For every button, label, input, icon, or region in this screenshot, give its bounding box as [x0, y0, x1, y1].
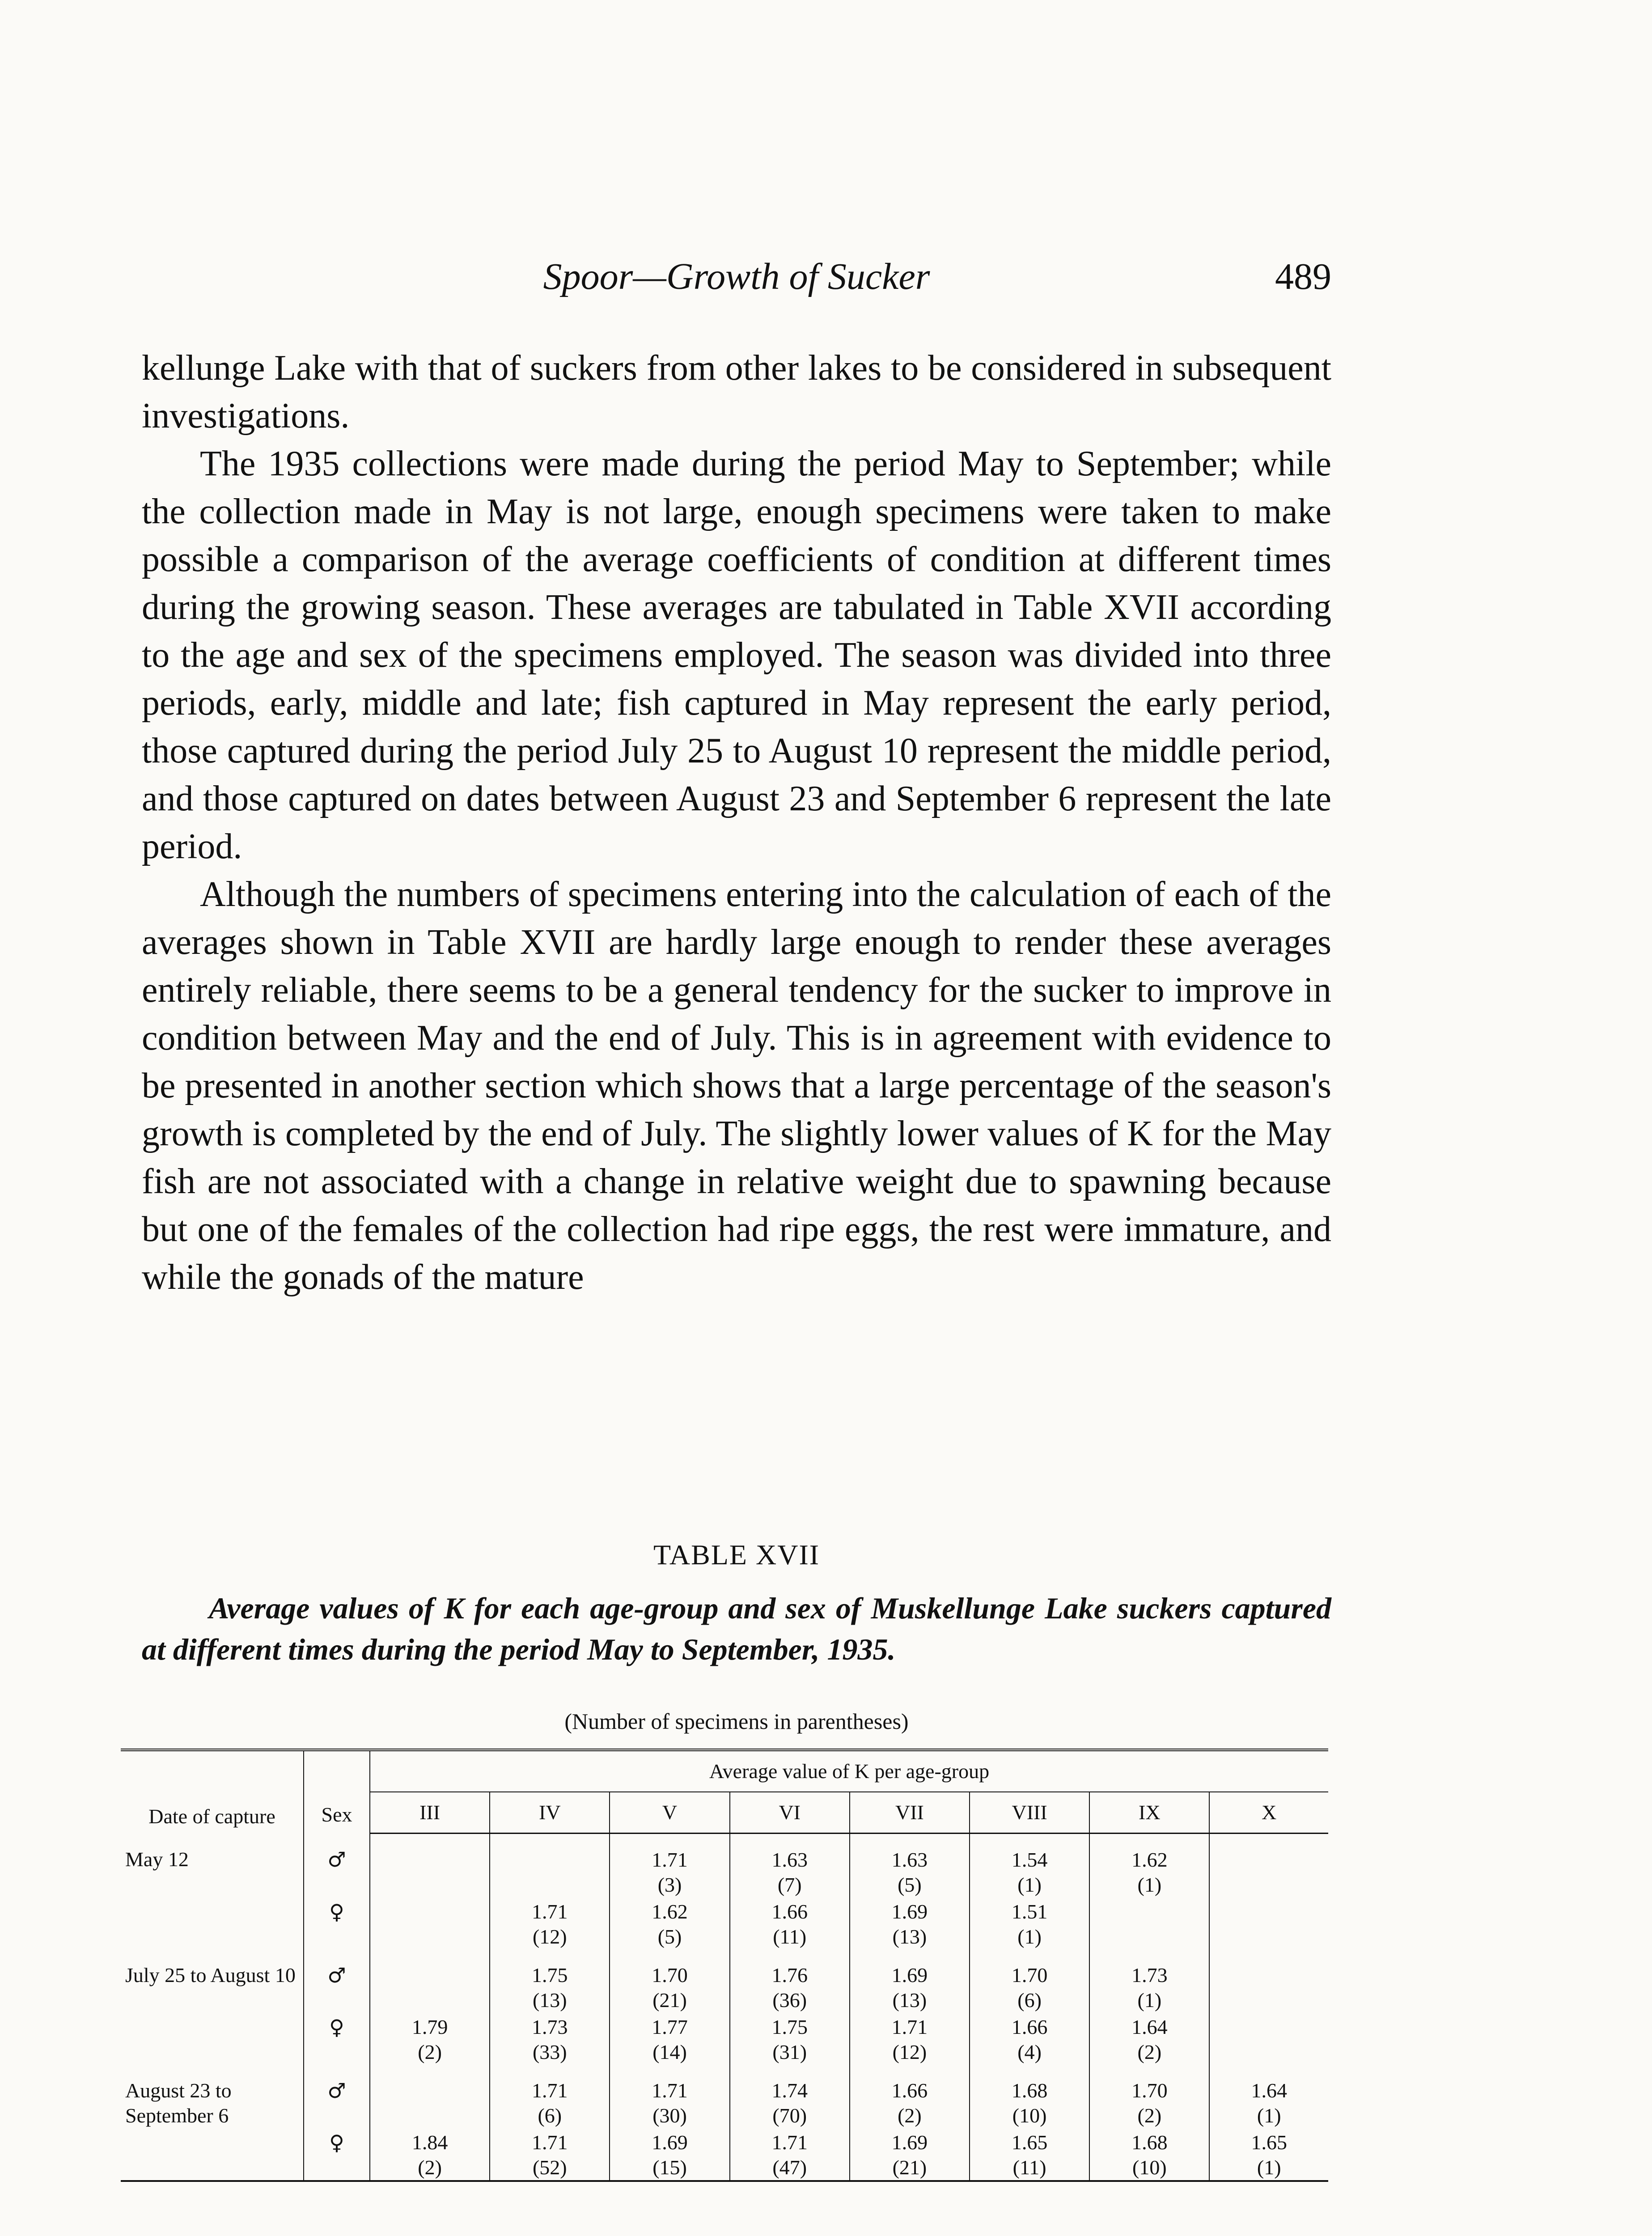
k-value-cell: [850, 1949, 970, 2013]
sex-cell: [304, 2128, 370, 2181]
k-value: 1.71: [532, 1900, 568, 1923]
k-value-cell: [1089, 2013, 1209, 2065]
k-value-cell: [1089, 2128, 1209, 2181]
date-cell: August 23 to September 6: [121, 2065, 304, 2181]
k-value: 1.62: [652, 1900, 688, 1923]
specimen-count: (1): [1137, 1873, 1162, 1896]
k-value: 1.64: [1251, 2079, 1287, 2102]
k-value-cell: [730, 2013, 850, 2065]
k-value-cell: [370, 2013, 490, 2065]
specimen-count: (52): [532, 2156, 567, 2179]
female-symbol-icon: ♀: [329, 2015, 344, 2039]
k-value: 1.70: [1131, 2079, 1168, 2102]
k-value: 1.71: [771, 2131, 808, 2154]
k-value-cell: [850, 2013, 970, 2065]
k-value: 1.71: [532, 2079, 568, 2102]
k-value: 1.73: [532, 2016, 568, 2038]
specimen-count: (33): [532, 2041, 567, 2063]
female-symbol-icon: ♀: [329, 1900, 344, 1924]
k-value-cell: [370, 2128, 490, 2181]
k-value: 1.71: [652, 1848, 688, 1871]
k-value-cell: [850, 1834, 970, 1898]
male-symbol-icon: ♂: [327, 1963, 346, 1987]
table-row: [121, 1834, 1328, 1898]
k-value: 1.73: [1131, 1964, 1168, 1986]
table-label: TABLE XVII: [653, 1539, 820, 1571]
k-value-cell: [730, 2065, 850, 2128]
k-value: 1.84: [411, 2131, 448, 2154]
k-value: 1.75: [771, 2016, 808, 2038]
table-row: [121, 1949, 1328, 2013]
k-value: 1.65: [1251, 2131, 1287, 2154]
k-value: 1.76: [771, 1964, 808, 1986]
col-header-age: VI: [730, 1792, 850, 1834]
k-value-cell: [1209, 2065, 1328, 2128]
specimen-count: (13): [892, 1989, 927, 2012]
k-value: 1.79: [411, 2016, 448, 2038]
col-header-age: VII: [850, 1792, 970, 1834]
k-value-cell: [490, 2065, 610, 2128]
k-value-cell: [850, 2128, 970, 2181]
sex-cell: [304, 2013, 370, 2065]
specimen-count: (12): [892, 2041, 927, 2063]
paragraph-2: The 1935 collections were made during the period May to September; while the collection made in May is not large, enough specimens were taken to make possible a comparison of the average coefficients of condition at different times during the growing season. These averages are tabulated in Table XVII according to the age and sex of the specimens employed. The season was divided into three periods, early, middle and late; fish captured in May represent the early period, those captured during the period July 25 to August 10 represent the middle period, and those captured on dates between August 23 and September 6 represent the late period.: [142, 444, 1331, 866]
table-row: [121, 2065, 1328, 2128]
specimen-count: (47): [772, 2156, 807, 2179]
specimen-count: (30): [652, 2104, 687, 2127]
k-value-cell: [970, 1897, 1089, 1949]
k-value-cell: [610, 1834, 729, 1898]
k-value: 1.71: [891, 2016, 928, 2038]
k-value: 1.51: [1011, 1900, 1048, 1923]
male-symbol-icon: ♂: [327, 2079, 346, 2103]
col-header-date: Date of capture: [121, 1750, 304, 1834]
specimen-count: (10): [1132, 2156, 1167, 2179]
k-value-cell: [730, 1834, 850, 1898]
k-value-cell: [1209, 1949, 1328, 2013]
k-value: 1.54: [1011, 1848, 1048, 1871]
specimen-count: (2): [1137, 2104, 1162, 2127]
k-value: 1.71: [652, 2079, 688, 2102]
k-value: 1.71: [532, 2131, 568, 2154]
k-value-cell: [370, 2065, 490, 2128]
k-value: 1.69: [891, 2131, 928, 2154]
specimen-count: (4): [1017, 2041, 1042, 2063]
page-number: 489: [1275, 256, 1331, 297]
body-text: [142, 344, 1331, 1301]
k-value: 1.70: [652, 1964, 688, 1986]
specimen-count: (2): [418, 2156, 442, 2179]
k-value-cell: [850, 2065, 970, 2128]
k-value: 1.63: [771, 1848, 808, 1871]
k-value-cell: [1209, 2013, 1328, 2065]
col-header-age: III: [370, 1792, 490, 1834]
specimen-count: (1): [1017, 1925, 1042, 1948]
col-header-age: IX: [1089, 1792, 1209, 1834]
table-caption: Average values of K for each age-group and sex of Muskellunge Lake suckers captured at different times during the period May to September, 1935.: [142, 1591, 1331, 1666]
k-value-cell: [1089, 1949, 1209, 2013]
col-header-age: V: [610, 1792, 729, 1834]
k-value-cell: [610, 2128, 729, 2181]
specimen-count: (36): [772, 1989, 807, 2012]
k-value-cell: [970, 1949, 1089, 2013]
specimen-count: (70): [772, 2104, 807, 2127]
k-value: 1.62: [1131, 1848, 1168, 1871]
specimen-count: (1): [1137, 1989, 1162, 2012]
specimen-count: (2): [898, 2104, 922, 2127]
data-table: [121, 1749, 1328, 2182]
k-value-cell: [370, 1834, 490, 1898]
specimen-count: (11): [773, 1925, 807, 1948]
col-header-group: Average value of K per age-group: [709, 1760, 990, 1783]
k-value-cell: [610, 1949, 729, 2013]
k-value-cell: [1089, 1897, 1209, 1949]
k-value-cell: [1089, 2065, 1209, 2128]
k-value: 1.68: [1011, 2079, 1048, 2102]
specimen-count: (12): [532, 1925, 567, 1948]
specimen-count: (13): [892, 1925, 927, 1948]
specimen-count: (10): [1012, 2104, 1047, 2127]
specimen-count: (11): [1012, 2156, 1046, 2179]
k-value-cell: [490, 2128, 610, 2181]
k-value-cell: [370, 1949, 490, 2013]
k-value-cell: [1209, 2128, 1328, 2181]
sex-cell: [304, 1834, 370, 1898]
k-value-cell: [490, 1834, 610, 1898]
specimen-count: (14): [652, 2041, 687, 2063]
specimen-count: (21): [892, 2156, 927, 2179]
running-title: Spoor—Growth of Sucker: [543, 256, 930, 297]
k-value: 1.68: [1131, 2131, 1168, 2154]
k-value: 1.66: [891, 2079, 928, 2102]
paragraph-3: Although the numbers of specimens entering into the calculation of each of the averages shown in Table XVII are hardly large enough to render these averages entirely reliable, there seems to be a general tendency for the sucker to improve in condition between May and the end of July. This is in agreement with evidence to be presented in another section which shows that a large percentage of the season's growth is completed by the end of July. The slightly lower values of K for the May fish are not associated with a change in relative weight due to spawning because but one of the females of the collection had ripe eggs, the rest were immature, and while the gonads of the mature: [142, 875, 1331, 1297]
table-note: (Number of specimens in parentheses): [564, 1709, 909, 1734]
k-value: 1.75: [532, 1964, 568, 1986]
specimen-count: (31): [772, 2041, 807, 2063]
k-value-cell: [970, 1834, 1089, 1898]
k-value: 1.64: [1131, 2016, 1168, 2038]
k-value-cell: [610, 2013, 729, 2065]
k-value-cell: [970, 2065, 1089, 2128]
specimen-count: (5): [657, 1925, 682, 1948]
paragraph-1: kellunge Lake with that of suckers from other lakes to be considered in subsequent investigations.: [142, 348, 1331, 436]
k-value-cell: [1209, 1834, 1328, 1898]
k-value-cell: [1209, 1897, 1328, 1949]
k-value-cell: [490, 1897, 610, 1949]
running-head: [142, 250, 1331, 300]
specimen-count: (7): [777, 1873, 802, 1896]
k-value: 1.63: [891, 1848, 928, 1871]
specimen-count: (1): [1257, 2104, 1281, 2127]
sex-cell: [304, 1949, 370, 2013]
specimen-count: (2): [1137, 2041, 1162, 2063]
specimen-count: (6): [1017, 1989, 1042, 2012]
specimen-count: (21): [652, 1989, 687, 2012]
k-value-cell: [730, 1949, 850, 2013]
specimen-count: (1): [1257, 2156, 1281, 2179]
k-value-cell: [730, 1897, 850, 1949]
k-value-cell: [1089, 1834, 1209, 1898]
col-header-age: IV: [490, 1792, 610, 1834]
k-value: 1.74: [771, 2079, 808, 2102]
k-value: 1.69: [652, 2131, 688, 2154]
table-body: [121, 1834, 1328, 2181]
female-symbol-icon: ♀: [329, 2130, 344, 2155]
k-value-cell: [970, 2128, 1089, 2181]
k-value-cell: [610, 2065, 729, 2128]
col-header-age: X: [1209, 1792, 1328, 1834]
specimen-count: (2): [418, 2041, 442, 2063]
k-value-cell: [850, 1897, 970, 1949]
specimen-count: (5): [898, 1873, 922, 1896]
specimen-count: (15): [652, 2156, 687, 2179]
k-value-cell: [970, 2013, 1089, 2065]
k-value: 1.69: [891, 1900, 928, 1923]
sex-cell: [304, 2065, 370, 2128]
specimen-count: (13): [532, 1989, 567, 2012]
k-value: 1.69: [891, 1964, 928, 1986]
k-value-cell: [610, 1897, 729, 1949]
k-value-cell: [490, 1949, 610, 2013]
specimen-count: (3): [657, 1873, 682, 1896]
specimen-count: (6): [538, 2104, 562, 2127]
k-value: 1.77: [652, 2016, 688, 2038]
sex-cell: [304, 1897, 370, 1949]
k-value: 1.65: [1011, 2131, 1048, 2154]
k-value-cell: [490, 2013, 610, 2065]
date-cell: July 25 to August 10: [121, 1949, 304, 2065]
date-cell: May 12: [121, 1834, 304, 1950]
col-header-age: VIII: [970, 1792, 1089, 1834]
male-symbol-icon: ♂: [327, 1847, 346, 1872]
k-value: 1.66: [771, 1900, 808, 1923]
k-value: 1.70: [1011, 1964, 1048, 1986]
k-value: 1.66: [1011, 2016, 1048, 2038]
k-value-cell: [730, 2128, 850, 2181]
specimen-count: (1): [1017, 1873, 1042, 1896]
k-value-cell: [370, 1897, 490, 1949]
col-header-sex: Sex: [304, 1750, 370, 1834]
